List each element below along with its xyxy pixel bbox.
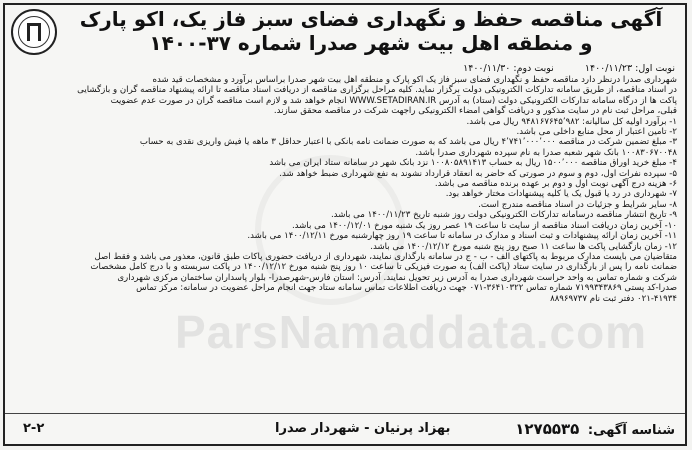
signature: بهزاد پرنیان - شهردار صدرا [275,421,451,436]
body-line: قبلی، مراحل ثبت نام در سایت مذکور و دریافت گواهی امضاء الکترونیکی راجهت شرکت در مناقصه محقق سازند. [273,106,677,117]
body-line: ضمانت نامه را پس از بارگذاری در سایت ستاد (پاکت الف) به صورت فیزیکی تا ساعت ۱۰ روز پنج شنبه مورخ ۱۴۰۰/۱۲/۱۲ در پاکت سربسته و با درج کامل مشخصات [90,262,677,273]
body-line: ۷- شهرداری در رد یا قبول یک یا کلیه پیشنهادات مختار خواهد بود. [445,189,677,200]
body-line: ۴- مبلغ خرید اوراق مناقصه ۱۵۰۰٬۰۰۰ ریال به حساب ۱۰۰۸۰۵۸۹۱۴۱۳ نزد بانک شهر در سامانه ستاد ایران می باشد [269,158,677,169]
body-line: متقاضیان می بایست مدارک مربوط به پاکتهای الف - ب - ج در سامانه بارگذاری نمایند، شهرداری از دریافت حضوری پاکات طبق قانون، معذور می باشد و فقط اصل [94,251,677,262]
ad-number-label: شناسه آگهی: [587,423,675,438]
logo-emblem-icon [18,16,50,48]
title-line-1: آگهی مناقصه حفظ و نگهداری فضای سبز فاز یک، اکو پارک [79,7,663,31]
sadra-municipality-logo [11,9,57,55]
body-line: ۱۰۰۸۳۰۶۷۰۰۴۸ بانک شهر شعبه صدرا به نام سپرده شهرداری صدرا باشد. [415,147,677,158]
header [5,5,685,65]
body-line: ۸- سایر شرایط و جزئیات در اسناد مناقصه مندرج است. [478,199,677,210]
body-line: ۳- مبلغ تضمین شرکت در مناقصه ۴٬۷۴۱٬۰۰۰٬۰۰۰ ریال می باشد که به صورت ضمانت نامه بانکی با اعتبار حداقل ۳ ماهه یا فیش واریزی نقدی به حساب [139,137,677,148]
body-line: ۱۰- آخرین زمان دریافت اسناد مناقصه از سایت تا ساعت ۱۹ عصر روز یک شنبه مورخ ۱۴۰۰/۱۲/۰۱ می باشد. [291,220,677,231]
advertisement-frame [3,3,687,446]
body-line: شرکت و شماره تماس به واحد حراست شهرداری صدرا به آدرس زیر تحویل نمایند. آدرس: استان فارس-شهرصدرا- بلوار پاسداران ساختمان مرکزی شهرداری [117,272,677,283]
body-line: ۲- تامین اعتبار از محل منابع داخلی می باشد. [516,127,677,138]
body-line: صدرا-کد پستی ۷۱۹۹۳۴۳۸۶۹ شماره تماس ۳۶۴۱۰۳۲۲-۰۷۱ جهت دریافت اطلاعات تماس سامانه ستاد جهت انجام مراحل عضویت در سامانه: مرکز تماس [136,283,677,294]
publication-dates [15,63,675,75]
body-line: ۱۱- آخرین زمان ارائه پیشنهادات و ثبت اسناد و مدارک در سامانه تا ساعت ۱۹ روز چهارشنبه مورخ ۱۴۰۰/۱۲/۱۱ می باشد. [247,231,677,242]
body-line: شهرداری صدرا درنظر دارد مناقصه حفظ و نگهداری فضای سبز فاز یک اکو پارک و منطقه اهل بیت شهر صدرا براساس برآورد و مشخصات قید شده [152,75,677,85]
page-code: ۲-۲ [23,421,45,436]
body-line: ۶- هزینه درج آگهی نوبت اول و دوم بر عهده برنده مناقصه می باشد. [434,179,677,190]
title-line-2: و منطقه اهل بیت شهر صدرا شماره ۳۷-۱۴۰۰ [149,31,593,55]
ad-number-value: ۱۲۷۵۵۳۵ [515,420,580,438]
body-line: در اسناد مناقصه، از طریق سامانه تدارکات الکترونیکی دولت برگزار نماید. کلیه مراحل برگزاری مناقصه از دریافت اسناد مناقصه تا ارائه پیشنهاد مناقصه گران و بازگشایی [77,85,677,96]
body-line: پاکت ها از درگاه سامانه تدارکات الکترونیکی دولت (ستاد) به آدرس WWW.SETADIRAN.IR انجام خواهد شد و لازم است مناقصه گران در صورت عدم عضویت [110,95,677,106]
date-second: نوبت دوم: ۱۴۰۰/۱۱/۳۰ [463,63,554,74]
page-title [71,7,671,55]
watermark: ParsNamaddata.com [175,306,648,358]
footer [5,413,685,444]
body-text [15,75,677,304]
ad-number [515,420,675,438]
body-line: ۵- سپرده نفرات اول، دوم و سوم در صورتی که حاضر به انعقاد قرارداد نشوند به نفع شهرداری ضبط خواهد شد. [279,168,677,179]
date-first: نوبت اول: ۱۴۰۰/۱۱/۲۳ [584,63,675,74]
body-line: ۹- تاریخ انتشار مناقصه درسامانه تدارکات الکترونیکی دولت روز شنبه تاریخ ۱۴۰۰/۱۱/۲۳ می باشد. [330,210,677,221]
body-line: ۰۲۱-۴۱۹۳۴ دفتر ثبت نام ۸۸۹۶۹۷۳۷ [550,293,677,304]
body-line: ۱۲- زمان بازگشایی پاکت ها ساعت ۱۱ صبح روز پنج شنبه مورخ ۱۴۰۰/۱۲/۱۲ می باشد. [370,241,677,252]
body-line: ۱- برآورد اولیه کل سالیانه: ۹۴۸۱۶۷۶۴۵٬۹۸۲ ریال می باشد. [466,116,677,127]
